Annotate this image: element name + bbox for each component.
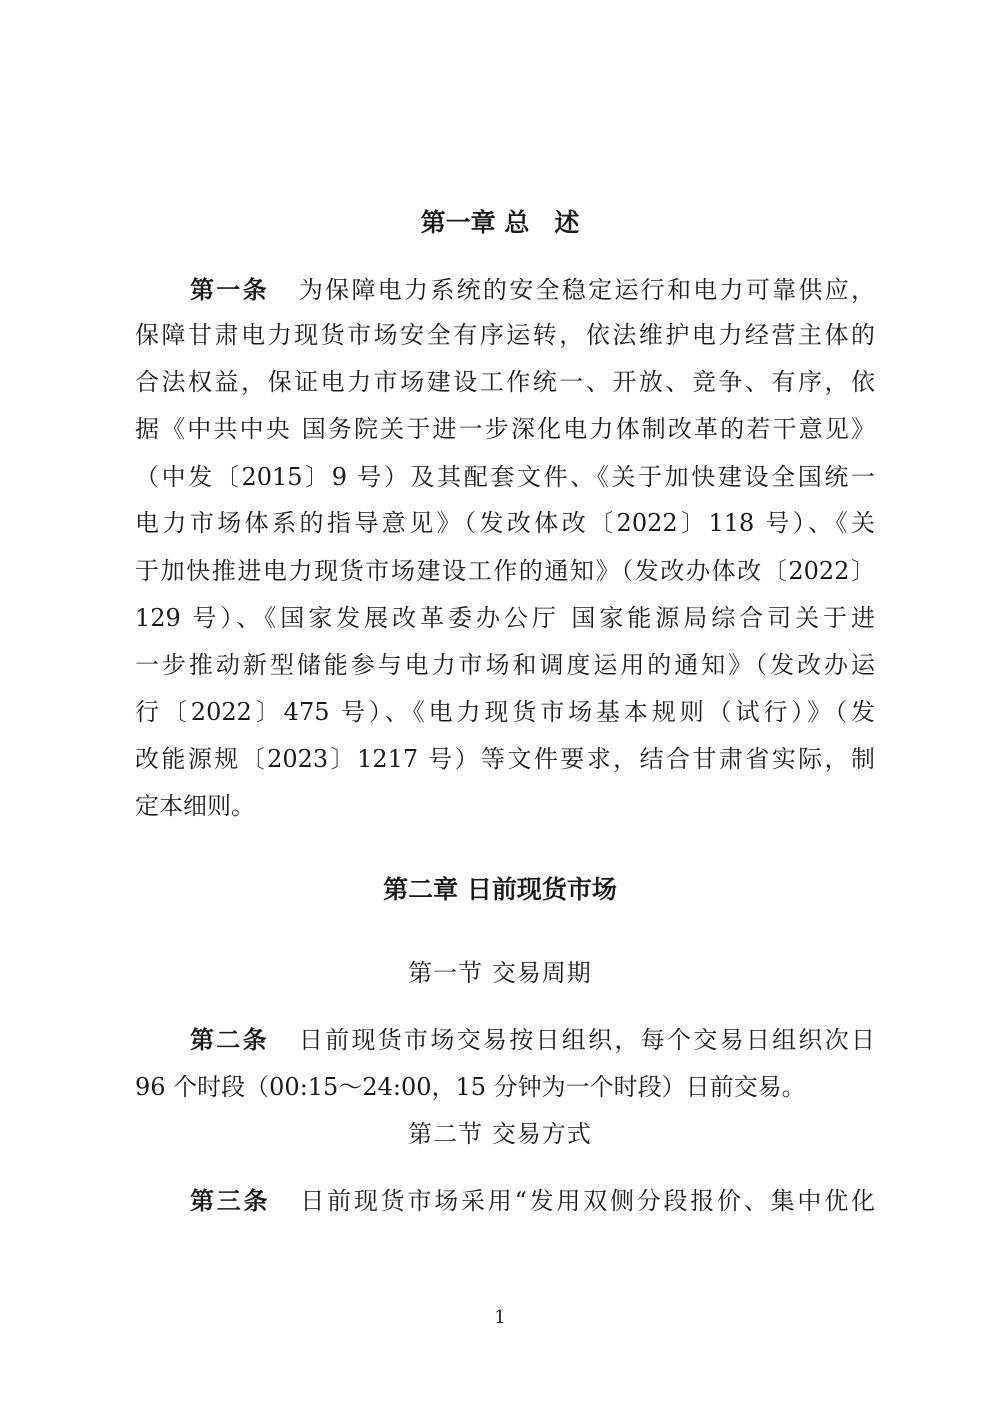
article-1-text-1: 为保障电力系统的安全稳定运行和电力可靠供应，: [298, 276, 875, 304]
article-1-label: 第一条: [190, 275, 269, 304]
article-3-text-1: 日前现货市场采用“发用双侧分段报价、集中优化: [300, 1187, 875, 1215]
article-1-line-1: [190, 270, 875, 310]
section-1-title: 第一节 交易周期: [408, 959, 592, 987]
article-1-line-8: 129 号）、《国家发展改革委办公厅 国家能源局综合司关于进: [135, 604, 875, 632]
article-1-line-6: 电力市场体系的指导意见》（发改体改〔2022〕118 号）、《关: [135, 509, 875, 537]
article-2-text-1: 日前现货市场交易按日组织，每个交易日组织次日: [298, 1026, 875, 1054]
article-1-line-12: 定本细则。: [135, 792, 255, 820]
article-3-label: 第三条: [190, 1186, 271, 1215]
article-1-line-7: 于加快推进电力现货市场建设工作的通知》（发改办体改〔2022〕: [135, 557, 875, 585]
article-1-line-4: 据《中共中央 国务院关于进一步深化电力体制改革的若干意见》: [135, 415, 875, 443]
section-2-title: 第二节 交易方式: [408, 1120, 592, 1148]
chapter-1-title: 第一章 总 述: [420, 208, 580, 237]
chapter-2-title: 第二章 日前现货市场: [383, 875, 617, 904]
article-2-line-1: [190, 1020, 875, 1060]
article-1-line-10: 行〔2022〕475 号）、《电力现货市场基本规则（试行）》（发: [135, 698, 875, 726]
page-number: 1: [494, 1307, 506, 1328]
article-1-line-11: 改能源规〔2023〕1217 号）等文件要求，结合甘肃省实际，制: [135, 745, 875, 773]
article-3-line-1: [190, 1181, 875, 1221]
article-1-line-9: 一步推动新型储能参与电力市场和调度运用的通知》（发改办运: [135, 651, 875, 679]
article-1-line-2: 保障甘肃电力现货市场安全有序运转，依法维护电力经营主体的: [135, 321, 875, 349]
article-1-line-3: 合法权益，保证电力市场建设工作统一、开放、竞争、有序，依: [135, 368, 875, 396]
article-1-line-5: （中发〔2015〕9 号）及其配套文件、《关于加快建设全国统一: [135, 463, 875, 491]
article-2-line-2: 96 个时段（00:15～24:00，15 分钟为一个时段）日前交易。: [135, 1073, 806, 1101]
article-2-label: 第二条: [190, 1025, 269, 1054]
